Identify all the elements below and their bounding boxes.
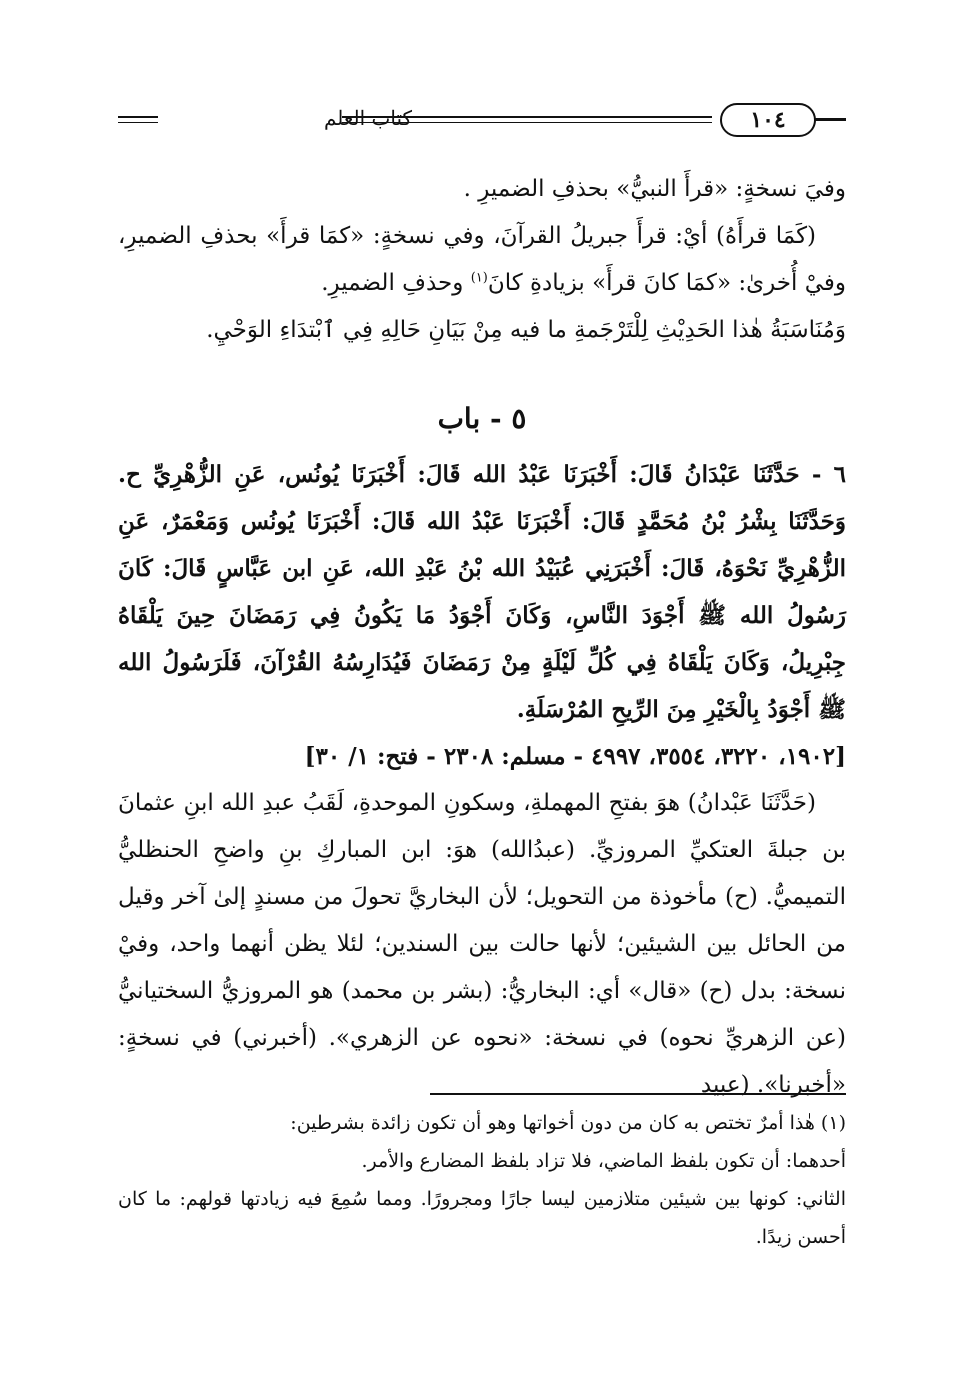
header-rule xyxy=(342,122,712,123)
paragraph: وَمُنَاسَبَةُ هٰذا الحَدِيْثِ لِلْتَرْجَمةِ ما فيه مِنْ بَيَانِ حَالِهِ فِي ٱبْتدَاءِ الوَحْيِ. xyxy=(206,317,846,343)
header-rule xyxy=(118,122,158,123)
header-rule xyxy=(342,116,712,118)
footnotes xyxy=(118,1104,846,1256)
hadith-text: ٦ - حَدَّثَنَا عَبْدَانُ قَالَ: أَخْبَرَنَا عَبْدُ الله قَالَ: أَخْبَرَنَا يُونُس، عَنِ الزُّهْرِيِّ ح. وَحَدَّثَنَا بِشْرُ بْنُ مُحَمَّدٍ قَالَ: أَخْبَرَنَا عَبْدُ الله قَالَ: أَخْبَرَنَا يُونُس وَمَعْمَرٌ، عَنِ الزُّهْرِيِّ نَحْوَهُ، قَالَ: أَخْبَرَنِي عُبَيْدُ الله بْنُ عَبْدِ الله، عَنِ ابن عَبَّاسٍ قَالَ: كَانَ رَسُولُ الله ﷺ أَجْوَدَ النَّاسِ، وَكَانَ أَجْوَدُ مَا يَكُونُ فِي رَمَضَانَ حِينَ يَلْقَاهُ جِبْرِيلُ، وَكَانَ يَلْقَاهُ فِي كُلِّ لَيْلَةٍ مِنْ رَمَضَانَ فَيُدَارِسُهُ القُرْآنَ، فَلَرَسُولُ الله ﷺ أَجْوَدُ بِالْخَيْرِ مِنَ الرِّيحِ المُرْسَلَةِ. xyxy=(118,461,846,723)
book-title: كتاب العلم xyxy=(323,106,413,130)
paragraph xyxy=(118,213,846,307)
text-run: (كَمَا قرأَهُ) أيْ: قرأَ جبريلُ القرآنَ، وفي نسخةٍ: «كمَا قرأَ» بحذفِ الضميرِ، وفيْ أُخرىٰ: «كمَا كانَ قرأَ» بزيادةِ كانَ xyxy=(118,223,846,296)
page-number: ١٠٤ xyxy=(720,103,816,137)
text-run: وحذفِ الضميرِ. xyxy=(321,270,464,296)
footnote-line: الثاني: كونها بين شيئين متلازمين ليسا جارًا ومجرورًا. ومما سُمِعَ فيه زيادتها قولهم: ما كان أحسن زيدًا. xyxy=(118,1188,846,1248)
commentary: (حَدَّثَنَا عَبْدانُ) هوَ بفتحِ المهملةِ، وسكونِ الموحدةِ، لَقَبُ عبدِ الله ابنِ عثمانَ بن جبلةَ العتكيِّ المروزيِّ. (عبدُالله) هوَ: ابن المباركِ بنِ واضحِ الحنظليُّ التميميُّ. (ح) مأخوذة من التحويل؛ لأن البخاريَّ تحولَ من مسندٍ إلىٰ آخر وقيل من الحائل بين الشيئين؛ لأنها حالت بين السندين؛ لئلا يظن أنهما واحد، وفيْ نسخة: بدل (ح) «قال» أي: البخاريُّ: (بشر بن محمد) هو المروزيُّ السختيانيُّ (عن الزهريِّ نحوه) في نسخة: «نحوه عن الزهري». (أخبرني) في نسخةٍ: «أخبرنا». (عبيد xyxy=(118,790,846,1098)
footnote-separator xyxy=(430,1093,846,1095)
running-header xyxy=(118,100,846,146)
hadith-block xyxy=(118,451,846,1109)
header-ornament xyxy=(814,118,846,121)
footnote-line: أحدهما: أن تكون بلفظ الماضي، فلا تزاد بلفظ المضارع والأمر. xyxy=(361,1150,846,1172)
header-rule xyxy=(118,116,158,118)
paragraph: وفيَ نسخةٍ: «قرأَ النبيُّ» بحذفِ الضميرِ . xyxy=(463,176,846,202)
chapter-title: ٥ - باب xyxy=(437,402,527,435)
footnote-line: (١) هٰذا أمرٌ تختص به كان من دون أخواتها وهو أن تكون زائدة بشرطين: xyxy=(290,1112,846,1134)
intro-text xyxy=(118,166,846,354)
hadith-references: [١٩٠٢، ٣٢٢٠، ٣٥٥٤، ٤٩٩٧ - مسلم: ٢٣٠٨ - فتح: ١/ ٣٠] xyxy=(304,743,846,770)
footnote-ref: (١) xyxy=(470,270,488,286)
